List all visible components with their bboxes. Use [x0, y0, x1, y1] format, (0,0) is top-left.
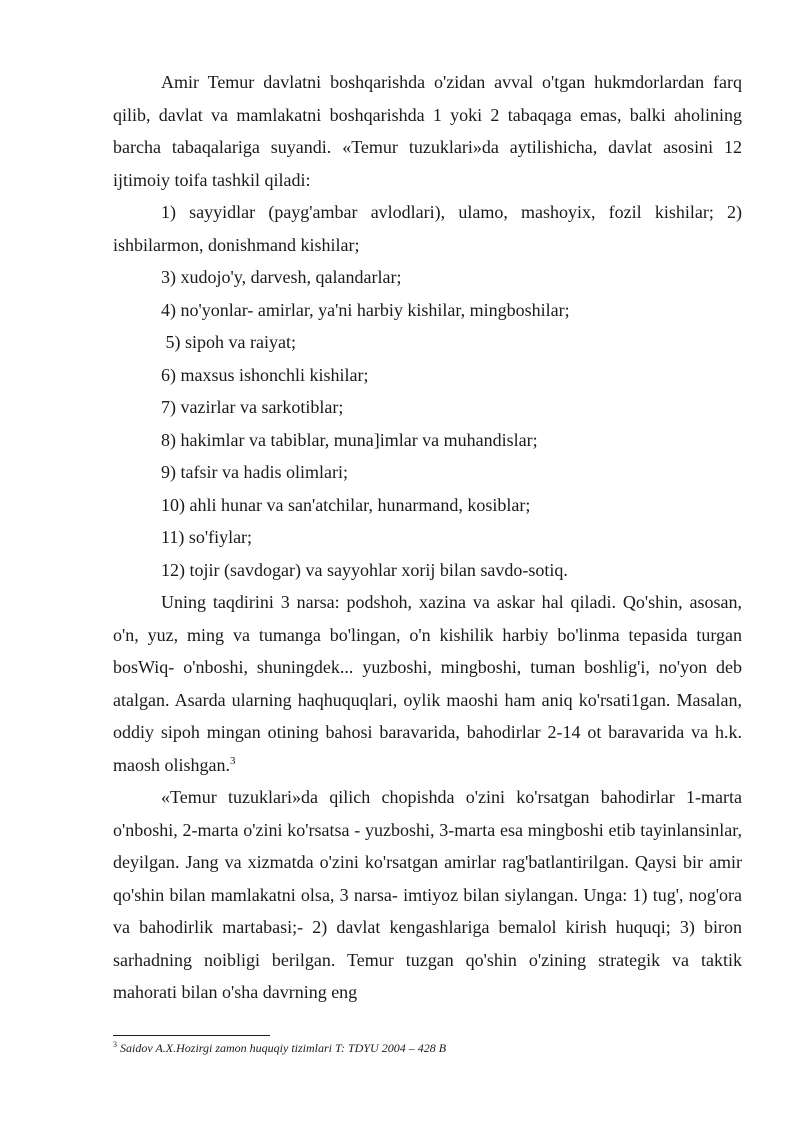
list-item: 8) hakimlar va tabiblar, muna]imlar va muhandislar;: [161, 429, 538, 450]
list-item: 5) sipoh va raiyat;: [161, 332, 296, 352]
army-paragraph: [113, 586, 742, 781]
list-item: 9) tafsir va hadis olimlari;: [161, 462, 348, 482]
army-paragraph-text: Uning taqdirini 3 narsa: podshoh, xazina va askar hal qiladi. Qo'shin, asosan, o'n, yuz, ming va tumanga bo'lingan, o'n kishilik harbiy bo'linma tepasida turgan bosWiq- o'nboshi, shuningdek... yuzboshi, mingboshi, tuman boshlig'i, no'yon deb atalgan. Asarda ularning haqhuquqlari, oylik maoshi ham aniq ko'rsati1gan. Masalan, oddiy sipoh mingan otining bahosi baravarida, bahodirlar 2-14 ot baravarida va h.k. maosh olishgan.: [113, 592, 742, 775]
list-item: 6) maxsus ishonchli kishilar;: [161, 364, 369, 385]
list-item: 10) ahli hunar va san'atchilar, hunarmand, kosiblar;: [161, 494, 531, 515]
footnote-text: Saidov A.X.Hozirgi zamon huquqiy tizimlari T: TDYU 2004 – 428 B: [117, 1041, 447, 1055]
intro-paragraph: Amir Temur davlatni boshqarishda o'zidan avval o'tgan hukmdorlardan farq qilib, davlat va mamlakatni boshqarishda 1 yoki 2 tabaqaga emas, balki aholining barcha tabaqalariga suyandi. «Temur tuzuklari»da aytilishicha, davlat asosini 12 ijtimoiy toifa tashkil qiladi:: [113, 72, 742, 190]
footnote-divider: [113, 1035, 270, 1036]
list-item: 11) so'fiylar;: [161, 527, 253, 547]
list-item: 4) no'yonlar- amirlar, ya'ni harbiy kishilar, mingboshilar;: [161, 299, 570, 320]
footnote-marker: 3: [113, 1040, 117, 1049]
list-item: 1) sayyidlar (payg'ambar avlodlari), ulamo, mashoyix, fozil kishilar; 2) ishbilarmon, donishmand kishilar;: [113, 202, 742, 255]
list-item: 12) tojir (savdogar) va sayyohlar xorij bilan savdo-sotiq.: [161, 559, 568, 580]
list-item: 7) vazirlar va sarkotiblar;: [161, 397, 344, 417]
footnote: [113, 1040, 742, 1056]
body-text: [113, 66, 742, 1009]
footnote-reference: 3: [230, 754, 236, 767]
tuzuklar-paragraph: «Temur tuzuklari»da qilich chopishda o'zini ko'rsatgan bahodirlar 1-marta o'nboshi, 2-marta o'zini ko'rsatsa - yuzboshi, 3-marta esa mingboshi etib tayinlansinlar, deyilgan. Jang va xizmatda o'zini ko'rsatgan amirlar rag'batlantirilgan. Qaysi bir amir qo'shin bilan mamlakatni olsa, 3 narsa- imtiyoz bilan siylangan. Unga: 1) tug', nog'ora va bahodirlik martabasi;- 2) davlat kengashlariga bemalol kirish huquqi; 3) biron sarhadning noibligi berilgan. Temur tuzgan qo'shin o'zining strategik va taktik mahorati bilan o'sha davrning eng: [113, 787, 742, 1002]
list-item: 3) xudojo'y, darvesh, qalandarlar;: [161, 267, 402, 287]
